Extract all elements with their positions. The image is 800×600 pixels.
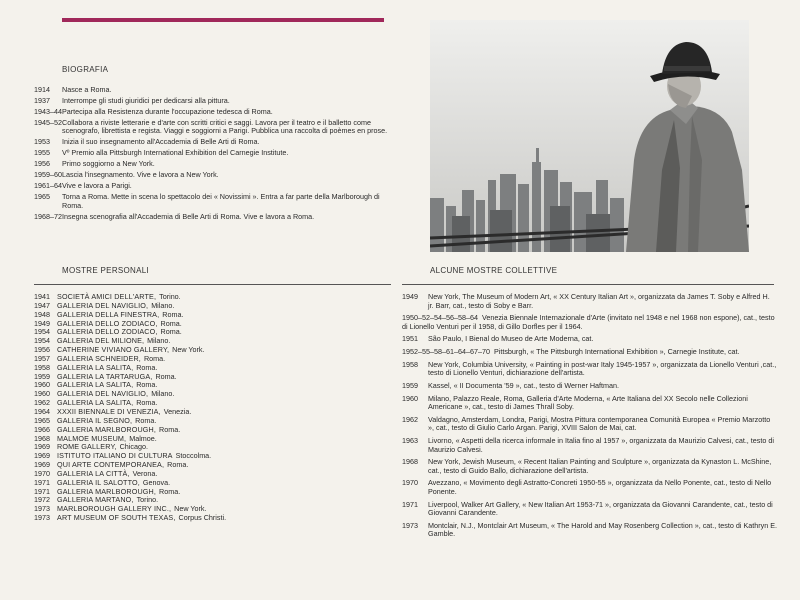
biography-entry [34,171,394,179]
entry-city: Roma. [162,309,184,319]
entry-venue: GALLERIA MARLBOROUGH, [57,486,157,496]
entry-city: Roma. [143,353,166,363]
entry-city: Milano. [151,300,175,310]
entry-year: 1949 [402,292,418,301]
collective-exhibition-entry [402,395,777,412]
biography-entry [34,193,394,210]
entry-year: 1965 [34,415,50,425]
entry-year: 1952–55–58–61–64–67–70 [402,347,490,357]
entry-text: Vº Premio alla Pittsburgh International Exhibition del Carnegie Institute. [62,148,289,158]
entry-city: Roma. [160,318,182,328]
entry-text: Nasce a Roma. [62,85,112,94]
collective-exhibition-entry [402,501,777,518]
accent-rule [62,18,384,22]
entry-year: 1937 [34,96,50,105]
entry-city: Roma. [136,362,158,372]
entry-city: Roma. [155,371,177,381]
entry-city: Chicago. [119,442,148,452]
entry-text: Insegna scenografia all'Accademia di Belle Arti di Roma. Vive e lavora a Roma. [62,211,315,221]
entry-text: Valdagno, Amsterdam, Londra, Parigi, Mostra Pittura contemporanea Comunità Europea « Premio Marzotto », cat., testo di Giulio Carlo Argan. Parigi, XVIII Salon de Mai, cat. [428,414,771,433]
entry-city: Roma. [167,460,189,470]
entry-text: Interrompe gli studi giuridici per dedicarsi alla pittura. [62,96,230,105]
entry-city: Torino. [159,292,181,301]
entry-city: Milano. [151,389,175,399]
entry-venue: GALLERIA LA SALITA, [57,362,134,372]
entry-year: 1971 [34,477,50,487]
collective-title: ALCUNE MOSTRE COLLETTIVE [430,266,558,275]
entry-venue: GALLERIA LA TARTARUGA, [57,371,153,381]
biography-entry [34,138,394,146]
entry-year: 1951 [402,334,418,344]
entry-venue: MARLBOROUGH GALLERY INC., [57,504,172,514]
collective-exhibition-entry [402,361,777,378]
entry-text: Collabora a riviste letterarie e d'arte con scritti critici e saggi. Lavora per il teatro e il balletto come scenografo, librettista e regista. Viaggi e soggiorni a Parigi. Pubblica una raccolta di poèmes en prose. [62,118,388,136]
entry-text: Livorno, « Aspetti della ricerca informale in Italia fino al 1957 », organizzata da Maurizio Calvesi, cat., testo di Maurizio Calvesi. [428,436,774,454]
entry-year: 1950–52–54–56–58–64 [402,313,478,323]
personal-title: MOSTRE PERSONALI [62,266,150,275]
personal-exhibition-entry [34,514,394,523]
entry-venue: GALLERIA DELLO ZODIACO, [57,318,158,328]
entry-city: Roma. [159,486,181,496]
collective-exhibition-entry [402,314,777,331]
entry-year: 1954 [34,336,50,346]
entry-city: Stoccolma. [175,451,212,461]
biography-entry [34,119,394,136]
entry-venue: QUI ARTE CONTEMPORANEA, [57,460,165,470]
entry-city: Roma. [160,327,182,337]
collective-exhibition-entry [402,348,777,357]
entry-city: New York. [174,504,207,514]
entry-text: New York, The Museum of Modern Art, « XX Century Italian Art », organizzata da James T. Soby e Alfred H. jr. Barr, cat., testo di Soby e Barr. [428,292,770,310]
entry-year: 1956 [34,159,50,169]
collective-exhibition-entry [402,416,777,433]
biography-entry [34,160,394,168]
entry-city: Roma. [159,424,181,434]
entry-year: 1960 [34,380,50,390]
entry-text: Kassel, « II Documenta '59 », cat., testo di Werner Haftman. [428,380,619,390]
entry-year: 1947 [34,300,50,310]
entry-city: Roma. [135,415,157,425]
entry-year: 1968–72 [34,211,62,221]
entry-venue: GALLERIA LA CITTÀ, [57,468,130,478]
entry-venue: GALLERIA DEL NAVIGLIO, [57,389,149,399]
entry-year: 1969 [34,442,50,452]
entry-text: Inizia il suo insegnamento all'Accademia di Belle Arti di Roma. [62,137,260,147]
entry-text: Liverpool, Walker Art Gallery, « New Italian Art 1953-71 », organizzata da Giovanni Carandente, cat., testo di Giovanni Carandente. [428,499,773,518]
entry-text: Vive e lavora a Parigi. [62,181,132,191]
entry-year: 1949 [34,318,50,328]
entry-year: 1943–44 [34,107,62,116]
entry-year: 1954 [34,327,50,337]
biography-entry [34,86,394,94]
entry-city: New York. [172,345,205,355]
entry-city: Milano. [147,336,171,346]
entry-year: 1970 [402,478,418,488]
entry-text: Milano, Palazzo Reale, Roma, Galleria d'Arte Moderna, « Arte Italiana del XX Secolo nelle Collezioni Americane », cat., testo di James Thrall Soby. [428,393,748,412]
collective-exhibition-entry [402,458,777,475]
entry-year: 1966 [34,424,50,434]
entry-year: 1968 [34,433,50,443]
entry-year: 1956 [34,345,50,355]
collective-exhibition-entry [402,293,777,310]
entry-text: Venezia Biennale Internazionale d'Arte (invitato nel 1948 e nel 1968 non espone), cat., testo di Lionello Venturi per il 1958, di Gillo Dorfles per il 1964. [402,313,775,331]
entry-text: New York, Columbia University, « Painting in post-war Italy 1945-1957 », organizzata da Lionello Venturi ,cat., testo di Lionello Venturi, dichiarazione dell'artista. [428,359,777,378]
collective-exhibition-entry [402,335,777,344]
biography-entry [34,108,394,116]
entry-city: Torino. [136,495,159,505]
biography-entry [34,149,394,157]
entry-city: Verona. [132,468,158,478]
entry-year: 1955 [34,148,50,158]
entry-text: Avezzano, « Movimento degli Astratto-Concreti 1950-55 », organizzata da Nello Ponente, cat., testo di Nello Ponente. [428,478,772,496]
entry-venue: GALLERIA IL SALOTTO, [57,477,140,487]
entry-year: 1970 [34,468,50,478]
entry-venue: MALMOE MUSEUM, [57,433,127,443]
entry-year: 1958 [402,359,418,369]
entry-venue: GALLERIA MARLBOROUGH, [57,424,157,434]
entry-venue: GALLERIA LA SALITA, [57,398,134,408]
entry-venue: GALLERIA IL SEGNO, [57,415,133,425]
entry-text: Partecipa alla Resistenza durante l'occupazione tedesca di Roma. [62,107,273,116]
entry-year: 1948 [34,309,50,319]
entry-text: Montclair, N.J., Montclair Art Museum, « The Harold and May Rosenberg Collection », cat., testo di Kathryn E. Gamble. [428,520,778,539]
entry-venue: GALLERIA LA SALITA, [57,380,134,390]
entry-year: 1969 [34,451,50,461]
entry-year: 1965 [34,192,50,202]
entry-text: Primo soggiorno a New York. [62,159,155,169]
entry-city: Genova. [142,477,171,487]
entry-venue: ROME GALLERY, [57,442,117,452]
entry-text: São Paulo, I Bienal do Museo de Arte Moderna, cat. [428,334,594,344]
entry-year: 1960 [402,393,418,403]
entry-text: Lascia l'insegnamento. Vive e lavora a New York. [62,170,219,180]
biography-entry [34,97,394,105]
collective-exhibition-entry [402,522,777,539]
entry-venue: GALLERIA DEL NAVIGLIO, [57,300,149,310]
entry-venue: ART MUSEUM OF SOUTH TEXAS, [57,513,176,523]
collective-exhibition-entry [402,382,777,391]
entry-venue: GALLERIA MARTANO, [57,495,134,505]
personal-exhibitions-list [34,293,394,523]
entry-year: 1973 [402,520,418,530]
entry-venue: CATHERINE VIVIANO GALLERY, [57,345,170,355]
entry-venue: ISTITUTO ITALIANO DI CULTURA [57,451,173,461]
biography-list [34,86,394,224]
entry-year: 1959 [402,380,418,390]
entry-year: 1962 [402,414,418,424]
biography-title: BIOGRAFIA [62,65,109,74]
artist-photo [430,20,749,252]
entry-year: 1959 [34,371,50,381]
entry-year: 1971 [34,486,50,496]
biography-entry [34,213,394,221]
entry-year: 1960 [34,389,50,399]
collective-exhibition-entry [402,437,777,454]
entry-venue: XXXII BIENNALE DI VENEZIA, [57,406,161,416]
entry-venue: GALLERIA DEL MILIONE, [57,336,145,346]
entry-city: Malmoe. [129,433,157,443]
collective-divider [402,284,774,285]
entry-text: Torna a Roma. Mette in scena lo spettacolo dei « Novissimi ». Entra a far parte della Marlborough di Roma. [62,192,380,210]
personal-divider [34,284,391,285]
entry-text: New York, Jewish Museum, « Recent Italian Painting and Sculpture », organizzata da Kynaston L. McShine, cat., testo di Guido Ballo, dichiarazione dell'artista. [428,457,772,475]
entry-city: Roma. [136,398,158,408]
entry-venue: GALLERIA DELLO ZODIACO, [57,327,158,337]
entry-year: 1972 [34,495,50,505]
entry-text: Pittsburgh, « The Pittsburgh International Exhibition », Carnegie Institute, cat. [493,347,740,357]
entry-year: 1953 [34,137,50,147]
entry-venue: SOCIETÀ AMICI DELL'ARTE, [57,292,157,301]
entry-venue: GALLERIA DELLA FINESTRA, [57,309,160,319]
entry-year: 1914 [34,85,50,94]
entry-year: 1963 [402,436,418,445]
entry-year: 1959–60 [34,170,62,180]
entry-venue: GALLERIA SCHNEIDER, [57,353,141,363]
entry-city: Roma. [136,380,158,390]
biography-entry [34,182,394,190]
entry-year: 1941 [34,292,50,301]
entry-city: Corpus Christi. [178,513,227,523]
entry-year: 1961–64 [34,181,62,191]
entry-year: 1957 [34,353,50,363]
entry-year: 1973 [34,513,50,523]
collective-exhibition-entry [402,479,777,496]
entry-year: 1945–52 [34,118,62,127]
entry-year: 1971 [402,499,418,509]
entry-year: 1969 [34,460,50,470]
entry-city: Venezia. [163,406,192,416]
entry-year: 1968 [402,457,418,467]
collective-exhibitions-list [402,293,777,543]
entry-year: 1958 [34,362,50,372]
entry-year: 1962 [34,398,50,408]
entry-year: 1973 [34,504,50,514]
entry-year: 1964 [34,406,50,416]
